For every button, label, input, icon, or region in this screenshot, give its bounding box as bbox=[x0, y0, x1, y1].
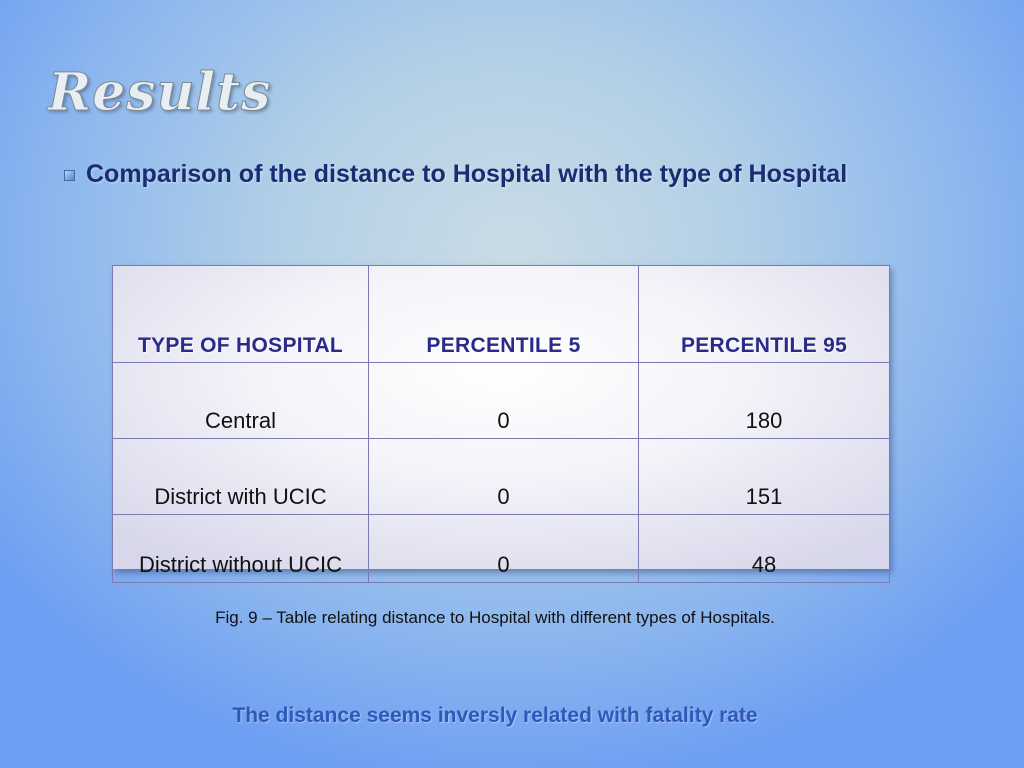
header-percentile-5: PERCENTILE 5 bbox=[369, 266, 639, 363]
bullet-text: Comparison of the distance to Hospital with the type of Hospital bbox=[86, 160, 848, 188]
cell-percentile-5: 0 bbox=[369, 363, 639, 439]
cell-percentile-95: 151 bbox=[639, 439, 890, 515]
header-type-of-hospital: TYPE OF HOSPITAL bbox=[113, 266, 369, 363]
cell-hospital-type: Central bbox=[113, 363, 369, 439]
cell-percentile-95: 48 bbox=[639, 515, 890, 583]
figure-caption: Fig. 9 – Table relating distance to Hospital with different types of Hospitals. bbox=[215, 608, 775, 627]
square-bullet-icon bbox=[64, 170, 75, 181]
cell-percentile-5: 0 bbox=[369, 515, 639, 583]
table-row bbox=[113, 439, 890, 515]
results-table bbox=[112, 265, 889, 577]
cell-percentile-95: 180 bbox=[639, 363, 890, 439]
bullet-point bbox=[64, 160, 847, 189]
cell-hospital-type: District with UCIC bbox=[113, 439, 369, 515]
slide-title: Results bbox=[48, 62, 272, 123]
header-percentile-95: PERCENTILE 95 bbox=[639, 266, 890, 363]
cell-hospital-type: District without UCIC bbox=[113, 515, 369, 583]
table-row bbox=[113, 363, 890, 439]
table-row bbox=[113, 515, 890, 583]
table-header-row bbox=[113, 266, 890, 363]
cell-percentile-5: 0 bbox=[369, 439, 639, 515]
footer-conclusion: The distance seems inversly related with fatality rate bbox=[232, 704, 758, 727]
